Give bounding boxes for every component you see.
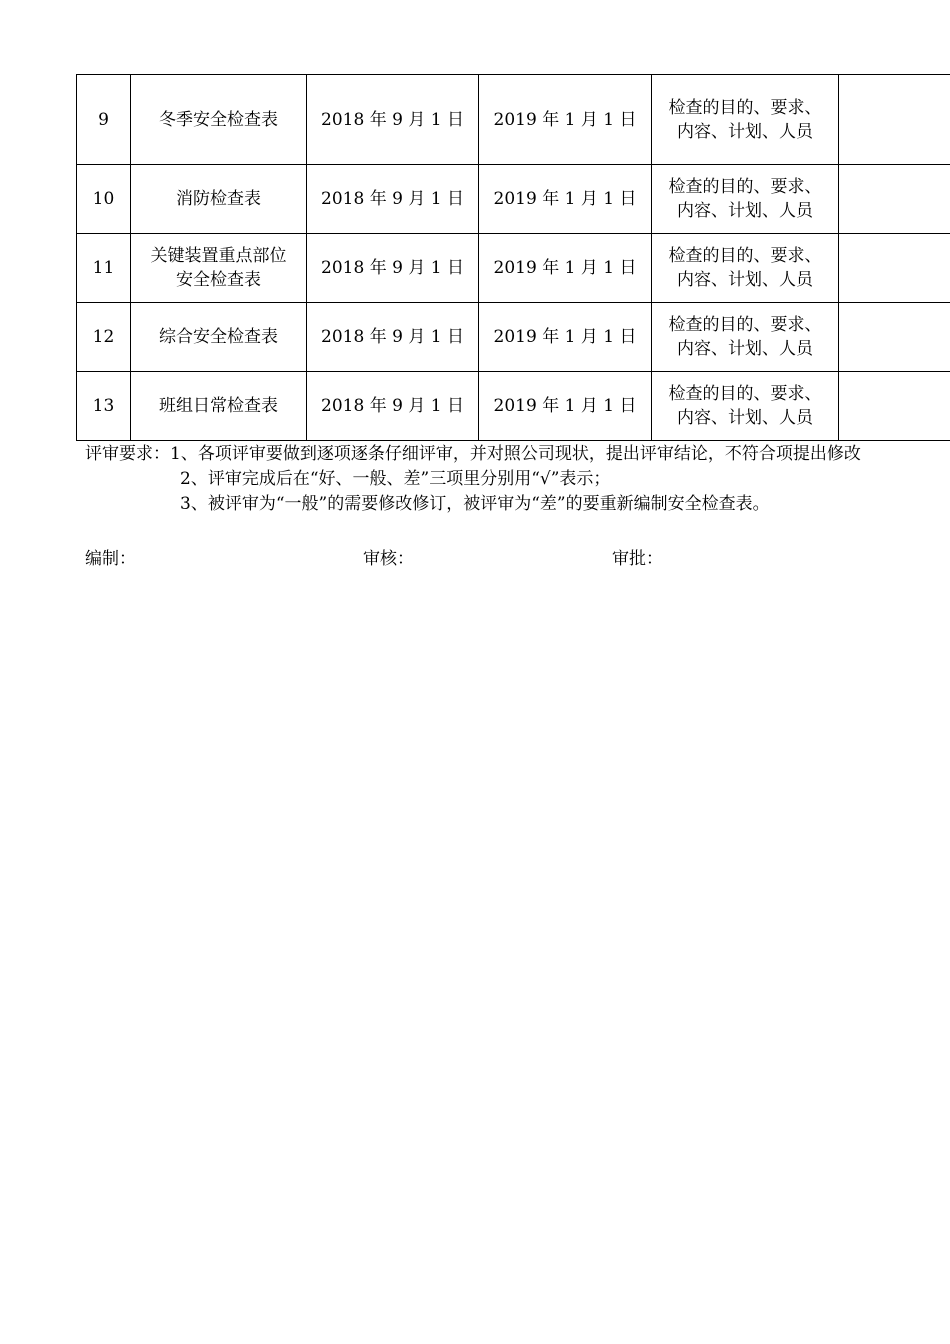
check-content bbox=[652, 165, 839, 234]
empty-cell bbox=[839, 234, 950, 303]
check-content bbox=[652, 75, 839, 165]
check-content bbox=[652, 234, 839, 303]
table-row bbox=[77, 234, 950, 303]
reviewed-by-label: 审核： bbox=[363, 549, 414, 569]
end-date: 2019 年 1 月 1 日 bbox=[479, 165, 652, 234]
requirement-line-3: 3、被评审为“一般”的需要修改修订，被评审为“差”的要重新编制安全检查表。 bbox=[180, 494, 770, 514]
check-content-line: 检查的目的、要求、 bbox=[668, 97, 822, 118]
row-number: 9 bbox=[77, 75, 131, 165]
checklist-name: 班组日常检查表 bbox=[131, 372, 307, 441]
row-number: 10 bbox=[77, 165, 131, 234]
empty-cell bbox=[839, 372, 950, 441]
check-content-line: 内容、计划、人员 bbox=[677, 121, 813, 142]
start-date: 2018 年 9 月 1 日 bbox=[307, 165, 479, 234]
empty-cell bbox=[839, 75, 950, 165]
check-content-line: 内容、计划、人员 bbox=[677, 339, 813, 359]
compiled-by-label: 编制： bbox=[85, 549, 136, 569]
end-date: 2019 年 1 月 1 日 bbox=[479, 75, 652, 165]
checklist-name-line: 安全检查表 bbox=[176, 270, 261, 290]
check-content-line: 检查的目的、要求、 bbox=[668, 315, 822, 335]
table-row bbox=[77, 75, 950, 165]
checklist-name: 冬季安全检查表 bbox=[131, 75, 307, 165]
review-requirements bbox=[85, 442, 950, 517]
table-row bbox=[77, 372, 950, 441]
requirement-line-1: 评审要求：1、各项评审要做到逐项逐条仔细评审，并对照公司现状，提出评审结论，不符合项提出修改 bbox=[85, 444, 861, 464]
row-number: 12 bbox=[77, 303, 131, 372]
check-content bbox=[652, 372, 839, 441]
row-number: 13 bbox=[77, 372, 131, 441]
start-date: 2018 年 9 月 1 日 bbox=[307, 234, 479, 303]
check-content-line: 检查的目的、要求、 bbox=[668, 246, 822, 266]
check-content-line: 检查的目的、要求、 bbox=[668, 177, 822, 197]
start-date: 2018 年 9 月 1 日 bbox=[307, 75, 479, 165]
check-content-line: 内容、计划、人员 bbox=[677, 408, 813, 428]
checklist-name-line: 关键装置重点部位 bbox=[150, 246, 287, 266]
checklist-name: 综合安全检查表 bbox=[131, 303, 307, 372]
approved-by-label: 审批： bbox=[612, 549, 663, 569]
check-content-line: 内容、计划、人员 bbox=[677, 201, 813, 221]
check-content-line: 检查的目的、要求、 bbox=[668, 384, 822, 404]
empty-cell bbox=[839, 303, 950, 372]
checklist-name: 消防检查表 bbox=[131, 165, 307, 234]
check-content bbox=[652, 303, 839, 372]
empty-cell bbox=[839, 165, 950, 234]
start-date: 2018 年 9 月 1 日 bbox=[307, 303, 479, 372]
end-date: 2019 年 1 月 1 日 bbox=[479, 303, 652, 372]
end-date: 2019 年 1 月 1 日 bbox=[479, 372, 652, 441]
table-row bbox=[77, 165, 950, 234]
end-date: 2019 年 1 月 1 日 bbox=[479, 234, 652, 303]
check-content-line: 内容、计划、人员 bbox=[677, 270, 813, 290]
row-number: 11 bbox=[77, 234, 131, 303]
review-table bbox=[76, 74, 950, 441]
start-date: 2018 年 9 月 1 日 bbox=[307, 372, 479, 441]
checklist-name bbox=[131, 234, 307, 303]
table-row bbox=[77, 303, 950, 372]
requirement-line-2: 2、评审完成后在“好、一般、差”三项里分别用“√”表示； bbox=[180, 469, 611, 489]
